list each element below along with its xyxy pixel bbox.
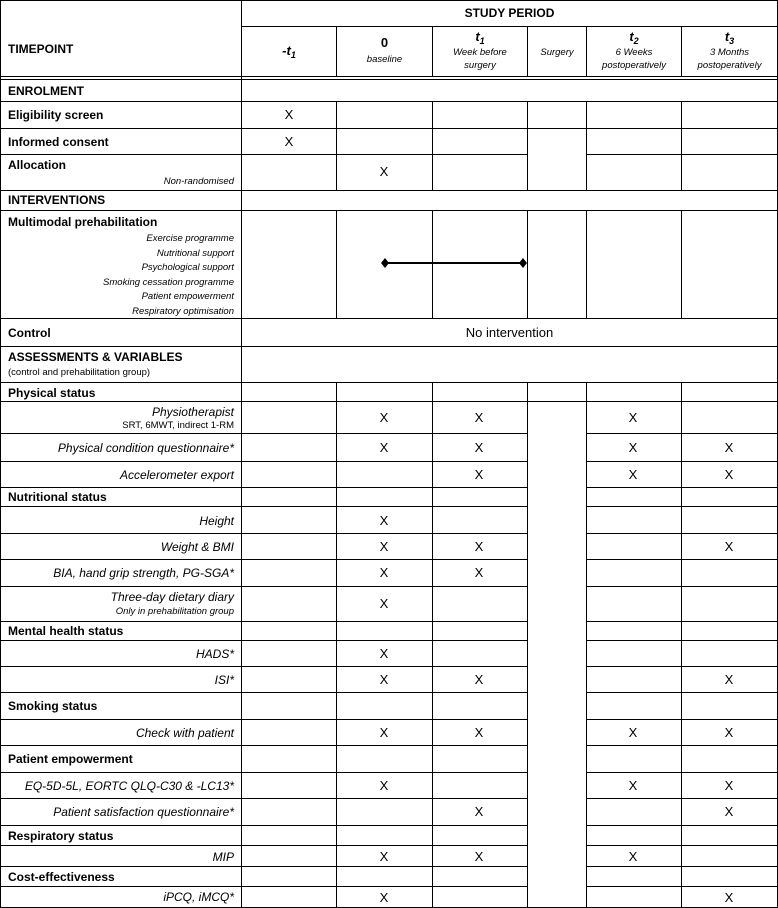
col-header-surgery: Surgery [540, 47, 574, 58]
component-smoking-cessation: Smoking cessation programme [103, 277, 234, 288]
mark: X [474, 410, 484, 425]
item-patient-satisfaction: Patient satisfaction questionnaire* [53, 805, 234, 819]
mark: X [724, 672, 734, 687]
row-multimodal-prehabilitation: Multimodal prehabilitation [8, 215, 158, 229]
item-weight-bmi: Weight & BMI [160, 540, 234, 554]
mark: X [724, 725, 734, 740]
mark: X [724, 467, 734, 482]
section-assessments: ASSESSMENTS & VARIABLES [8, 350, 183, 364]
mark: X [474, 849, 484, 864]
mark: X [474, 672, 484, 687]
mark: X [379, 672, 389, 687]
col-header-t2-desc2: postoperatively [602, 60, 666, 71]
mark: X [379, 778, 389, 793]
mark-allocation-0: X [379, 164, 389, 179]
col-header-t3: $t_3$ [724, 29, 735, 46]
section-enrolment: ENROLMENT [8, 84, 84, 98]
category-respiratory-status: Respiratory status [8, 829, 114, 843]
row-informed-consent: Informed consent [8, 135, 109, 149]
col-header-0: 0 [380, 35, 389, 50]
category-smoking-status: Smoking status [8, 699, 98, 713]
mark: X [724, 539, 734, 554]
mark: X [379, 410, 389, 425]
mark: X [474, 725, 484, 740]
item-ipcq-imcq: iPCQ, iMCQ* [163, 890, 234, 904]
row-eligibility-screen: Eligibility screen [8, 108, 104, 122]
mark: X [628, 410, 638, 425]
item-isi: ISI* [214, 673, 234, 687]
mark: X [379, 539, 389, 554]
item-hads: HADS* [195, 647, 234, 661]
control-no-intervention: No intervention [465, 325, 554, 340]
item-mip: MIP [212, 850, 234, 864]
mark: X [724, 440, 734, 455]
item-height: Height [199, 514, 234, 528]
row-allocation-note: Non-randomised [163, 176, 234, 187]
mark: X [379, 596, 389, 611]
mark: X [379, 849, 389, 864]
category-nutritional-status: Nutritional status [8, 490, 107, 504]
col-header-t2: $t_2$ [629, 29, 639, 46]
category-patient-empowerment: Patient empowerment [8, 752, 133, 766]
category-mental-health-status: Mental health status [8, 624, 124, 638]
mark: X [628, 849, 638, 864]
mark: X [628, 440, 638, 455]
component-empowerment: Patient empowerment [141, 291, 234, 302]
row-control: Control [8, 326, 51, 340]
mark: X [474, 804, 484, 819]
col-header-t1: $t_1$ [475, 29, 485, 46]
item-physical-condition-questionnaire: Physical condition questionnaire* [57, 441, 234, 455]
mark-eligibility-minus-t1: X [284, 107, 294, 122]
mark: X [474, 440, 484, 455]
component-nutritional: Nutritional support [156, 248, 234, 259]
mark: X [379, 725, 389, 740]
item-diary-note: Only in prehabilitation group [115, 606, 234, 617]
mark: X [628, 467, 638, 482]
mark: X [628, 778, 638, 793]
item-three-day-dietary-diary: Three-day dietary diary [110, 590, 234, 604]
col-header-0-desc: baseline [366, 54, 403, 65]
mark: X [379, 565, 389, 580]
mark-consent-minus-t1: X [284, 134, 294, 149]
mark: X [379, 890, 389, 905]
mark: X [724, 804, 734, 819]
item-accelerometer-export: Accelerometer export [119, 468, 234, 482]
mark: X [724, 890, 734, 905]
section-assessments-note: (control and prehabilitation group) [8, 367, 151, 378]
item-check-with-patient: Check with patient [135, 726, 234, 740]
col-header-t1-desc1: Week before [453, 47, 507, 58]
mark: X [474, 565, 484, 580]
mark: X [379, 513, 389, 528]
component-psychological: Psychological support [141, 262, 234, 273]
table-border-top [0, 0, 778, 1]
prehab-duration-bar [378, 256, 530, 270]
mark: X [724, 778, 734, 793]
col-header-t3-desc1: 3 Months [709, 47, 750, 58]
mark: X [474, 467, 484, 482]
timepoint-header: TIMEPOINT [8, 42, 74, 56]
item-bia-hand-grip: BIA, hand grip strength, PG-SGA* [53, 566, 234, 580]
col-header-minus-t1: $-t_1$ [282, 43, 296, 60]
mark: X [474, 539, 484, 554]
study-period-header: STUDY PERIOD [464, 6, 555, 20]
col-header-t2-desc1: 6 Weeks [615, 47, 653, 58]
row-allocation: Allocation [8, 158, 67, 172]
mark: X [379, 440, 389, 455]
mark: X [379, 646, 389, 661]
col-header-t3-desc2: postoperatively [697, 60, 762, 71]
item-eq5d-eortc: EQ-5D-5L, EORTC QLQ-C30 & -LC13* [24, 779, 234, 793]
section-interventions: INTERVENTIONS [8, 193, 106, 207]
category-physical-status: Physical status [8, 386, 96, 400]
item-physiotherapist-note: SRT, 6MWT, indirect 1-RM [122, 420, 234, 431]
component-exercise: Exercise programme [146, 233, 234, 244]
category-cost-effectiveness: Cost-effectiveness [8, 870, 115, 884]
item-physiotherapist: Physiotherapist [151, 405, 234, 419]
component-respiratory: Respiratory optimisation [132, 306, 234, 317]
mark: X [628, 725, 638, 740]
col-header-t1-desc2: surgery [464, 60, 496, 71]
